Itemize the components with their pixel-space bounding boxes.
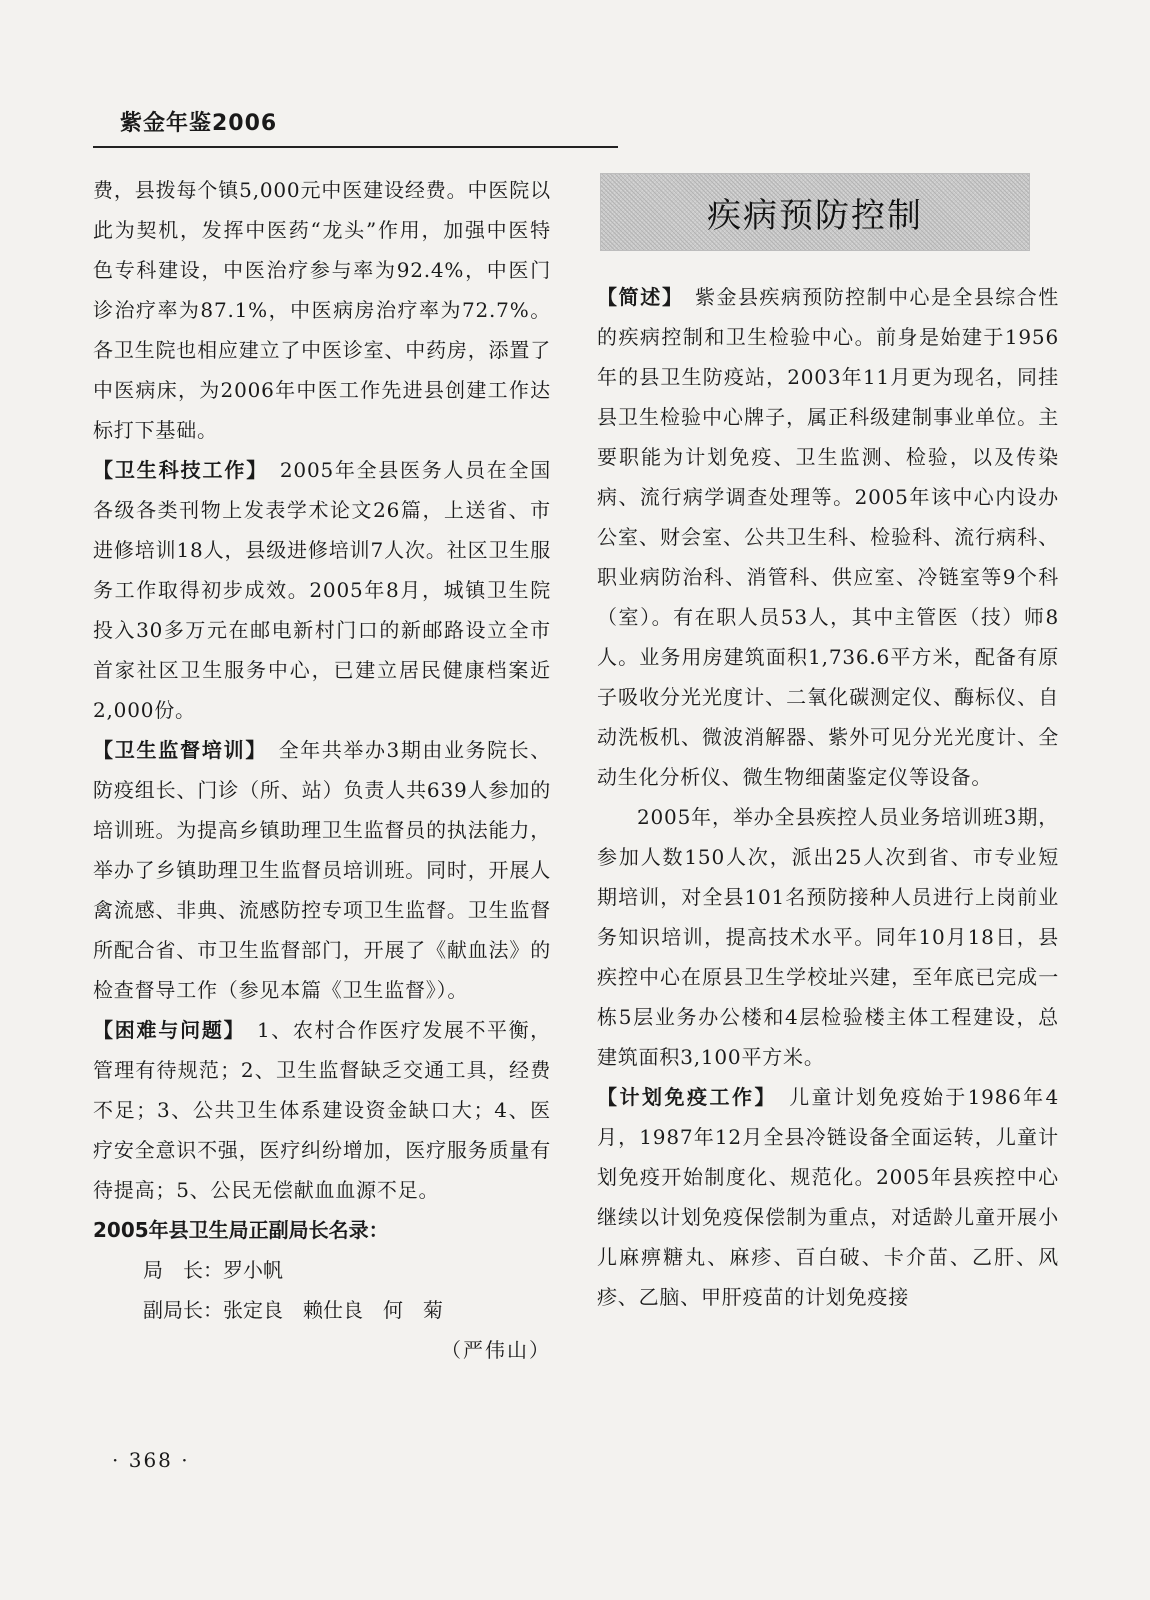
section-title: 疾病预防控制 [707, 195, 923, 236]
paragraph-text: 儿童计划免疫始于1986年4月，1987年12月全县冷链设备全面运转，儿童计划免疫开始制度化、规范化。2005年县疾控中心继续以计划免疫保偿制为重点，对适龄儿童开展小儿麻痹糖丸、麻疹、百白破、卡介苗、乙肝、风疹、乙脑、甲肝疫苗的计划免疫接 [597, 1085, 1059, 1309]
paragraph-tcm-funding: 费，县拨每个镇5,000元中医建设经费。中医院以此为契机，发挥中医药“龙头”作用，加强中医特色专科建设，中医治疗参与率为92.4%，中医门诊治疗率为87.1%，中医病房治疗率为72.7%。各卫生院也相应建立了中医诊室、中药房，添置了中医病床，为2006年中医工作先进县创建工作达标打下基础。 [93, 178, 551, 442]
paragraph-text: 紫金县疾病预防控制中心是全县综合性的疾病控制和卫生检验中心。前身是始建于1956年的县卫生防疫站，2003年11月更为现名，同挂县卫生检验中心牌子，属正科级建制事业单位。主要职能为计划免疫、卫生监测、检验，以及传染病、流行病学调查处理等。2005年该中心内设办公室、财会室、公共卫生科、检验科、流行病科、职业病防治科、消管科、供应室、冷链室等9个科（室）。有在职人员53人，其中主管医（技）师8人。业务用房建筑面积1,736.6平方米，配备有原子吸收分光光度计、二氧化碳测定仪、酶标仪、自动洗板机、微波消解器、紫外可见分光光度计、全动生化分析仪、微生物细菌鉴定仪等设备。 [597, 285, 1059, 789]
section-tag: 【计划免疫工作】 [597, 1085, 767, 1109]
paragraph-training-2005: 2005年，举办全县疾控人员业务培训班3期，参加人数150人次，派出25人次到省、市专业短期培训，对全县101名预防接种人员进行上岗前业务知识培训，提高技术水平。同年10月18日，县疾控中心在原县卫生学校址兴建，至年底已完成一栋5层业务办公楼和4层检验楼主体工程建设，总建筑面积3,100平方米。 [597, 805, 1059, 1069]
left-column [93, 170, 551, 1370]
deputy-director-line: 副局长：张定良 赖仕良 何 菊 [143, 1298, 443, 1322]
paragraph-immunization [597, 1077, 1059, 1317]
paragraph-health-science [93, 450, 551, 730]
paragraph-supervision-training [93, 730, 551, 1010]
section-header-box [600, 173, 1030, 251]
page-number: · 368 · [112, 1448, 190, 1472]
paragraph-text: 1、农村合作医疗发展不平衡，管理有待规范；2、卫生监督缺乏交通工具，经费不足；3、公共卫生体系建设资金缺口大；4、医疗安全意识不强，医疗纠纷增加，医疗服务质量有待提高；5、公民无偿献血血源不足。 [93, 1018, 551, 1202]
header-rule [93, 146, 618, 148]
paragraph-text: 全年共举办3期由业务院长、防疫组长、门诊（所、站）负责人共639人参加的培训班。为提高乡镇助理卫生监督员的执法能力，举办了乡镇助理卫生监督员培训班。同时，开展人禽流感、非典、流感防控专项卫生监督。卫生监督所配合省、市卫生监督部门，开展了《献血法》的检查督导工作（参见本篇《卫生监督》）。 [93, 738, 552, 1002]
running-head: 紫金年鉴2006 [120, 111, 278, 136]
section-tag: 【卫生科技工作】 [93, 458, 259, 482]
right-column [597, 170, 1059, 1317]
director-line: 局 长：罗小帆 [143, 1258, 283, 1282]
paragraph-difficulties [93, 1010, 551, 1210]
author-credit: （严伟山） [441, 1338, 551, 1362]
paragraph-text: 2005年全县医务人员在全国各级各类刊物上发表学术论文26篇，上送省、市进修培训18人，县级进修培训7人次。社区卫生服务工作取得初步成效。2005年8月，城镇卫生院投入30多万元在邮电新村门口的新邮路设立全市首家社区卫生服务中心，已建立居民健康档案近2,000份。 [93, 458, 551, 722]
section-tag: 【卫生监督培训】 [93, 738, 258, 762]
section-tag: 【简述】 [597, 285, 674, 309]
directors-list-title: 2005年县卫生局正副局长名录： [93, 1218, 389, 1242]
paragraph-overview [597, 277, 1059, 797]
section-tag: 【困难与问题】 [93, 1018, 236, 1042]
